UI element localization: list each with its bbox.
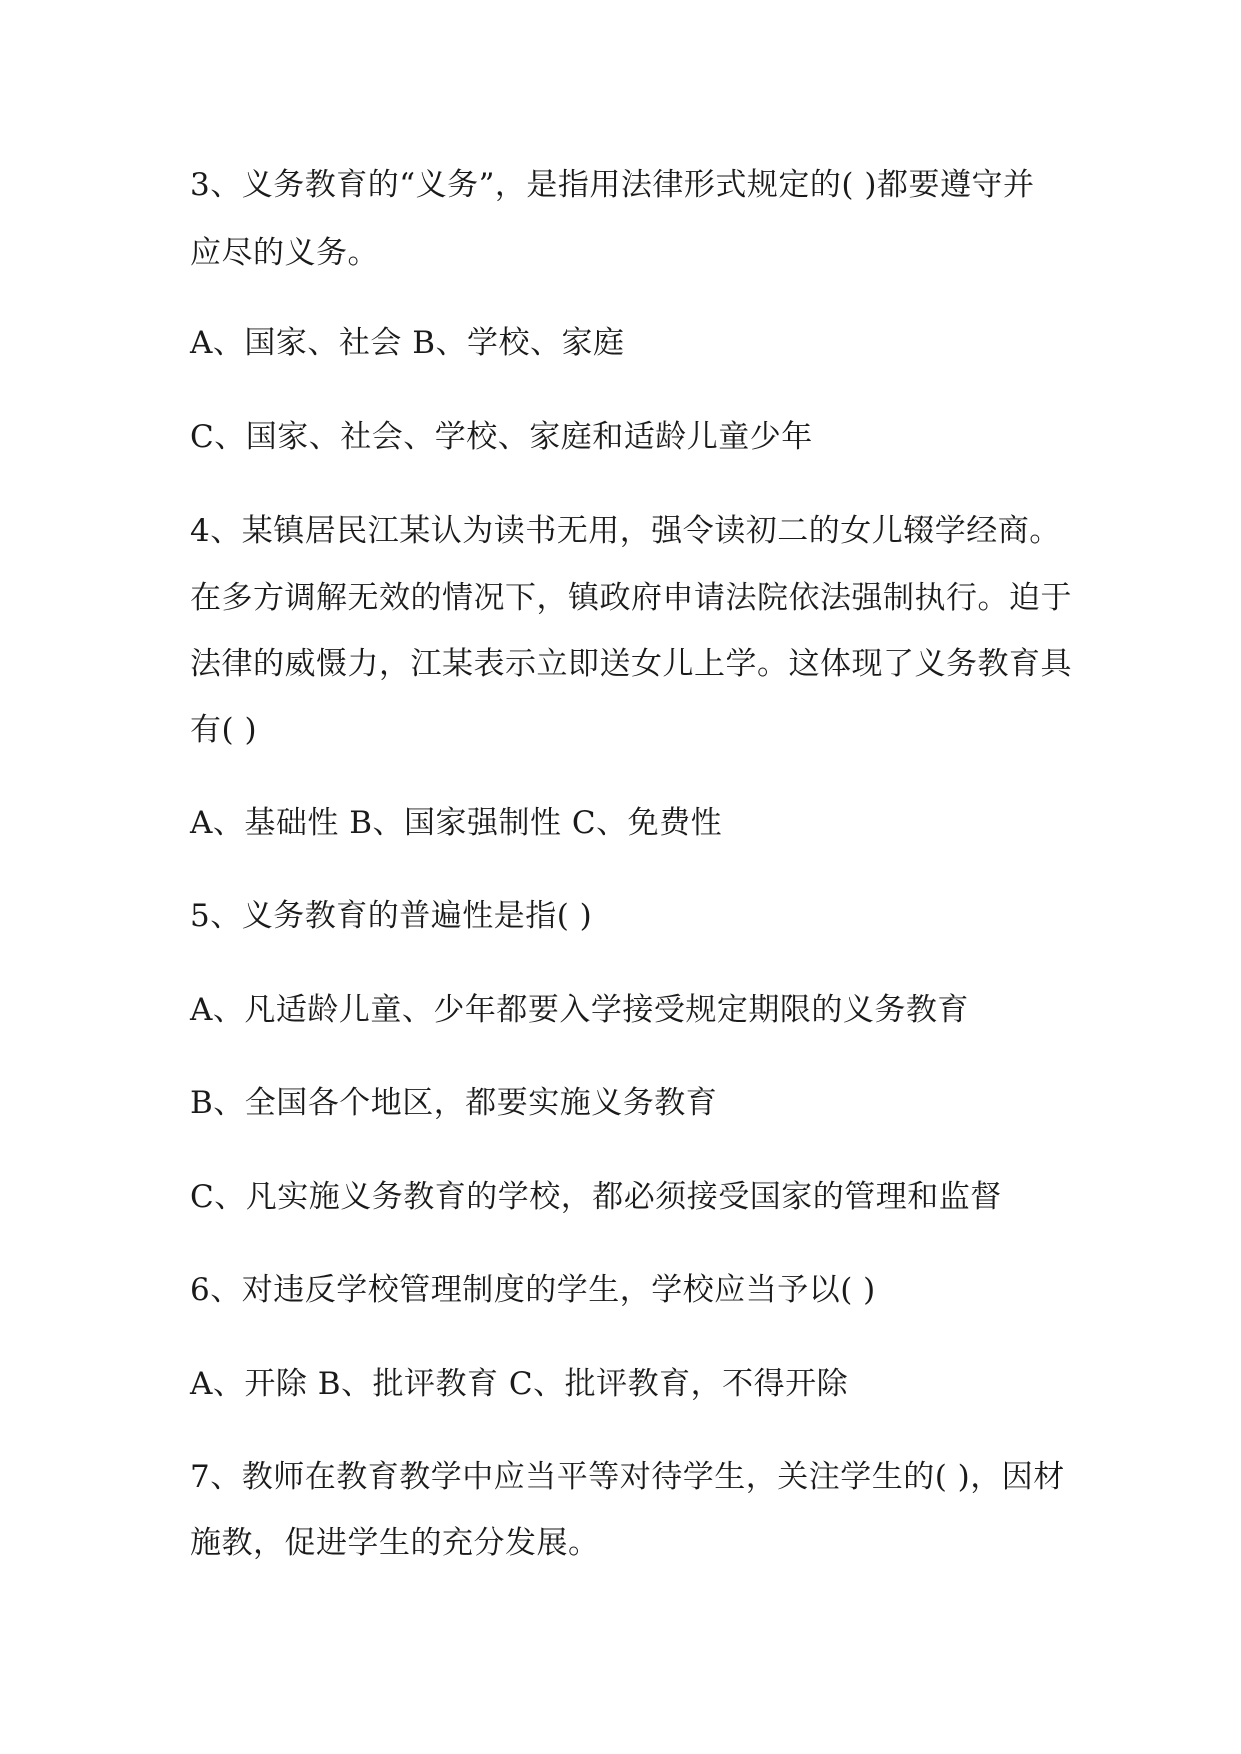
question-5-option-c: C、凡实施义务教育的学校，都必须接受国家的管理和监督 xyxy=(190,1179,1002,1215)
question-5-option-a: A、凡适龄儿童、少年都要入学接受规定期限的义务教育 xyxy=(190,992,969,1028)
question-6-options: A、开除 B、批评教育 C、批评教育，不得开除 xyxy=(190,1366,849,1402)
question-3-options-ab: A、国家、社会 B、学校、家庭 xyxy=(190,325,625,361)
question-4-line-1: 4、某镇居民江某认为读书无用，强令读初二的女儿辍学经商。 xyxy=(190,513,1061,549)
question-3-line-1: 3、义务教育的“义务”，是指用法律形式规定的( )都要遵守并 xyxy=(190,167,1035,203)
question-4-line-4: 有( ) xyxy=(190,712,258,748)
question-3-line-2: 应尽的义务。 xyxy=(190,235,379,271)
question-5-line-1: 5、义务教育的普遍性是指( ) xyxy=(190,898,593,934)
question-4-line-2: 在多方调解无效的情况下，镇政府申请法院依法强制执行。迫于 xyxy=(190,580,1072,616)
question-3-option-c: C、国家、社会、学校、家庭和适龄儿童少年 xyxy=(190,419,813,455)
question-4-line-3: 法律的威慑力，江某表示立即送女儿上学。这体现了义务教育具 xyxy=(190,646,1072,682)
question-6-line-1: 6、对违反学校管理制度的学生，学校应当予以( ) xyxy=(190,1272,876,1308)
question-7-line-1: 7、教师在教育教学中应当平等对待学生，关注学生的( )，因材 xyxy=(190,1459,1065,1495)
question-5-option-b: B、全国各个地区，都要实施义务教育 xyxy=(190,1085,718,1121)
question-7-line-2: 施教，促进学生的充分发展。 xyxy=(190,1525,600,1561)
question-4-options: A、基础性 B、国家强制性 C、免费性 xyxy=(190,805,723,841)
